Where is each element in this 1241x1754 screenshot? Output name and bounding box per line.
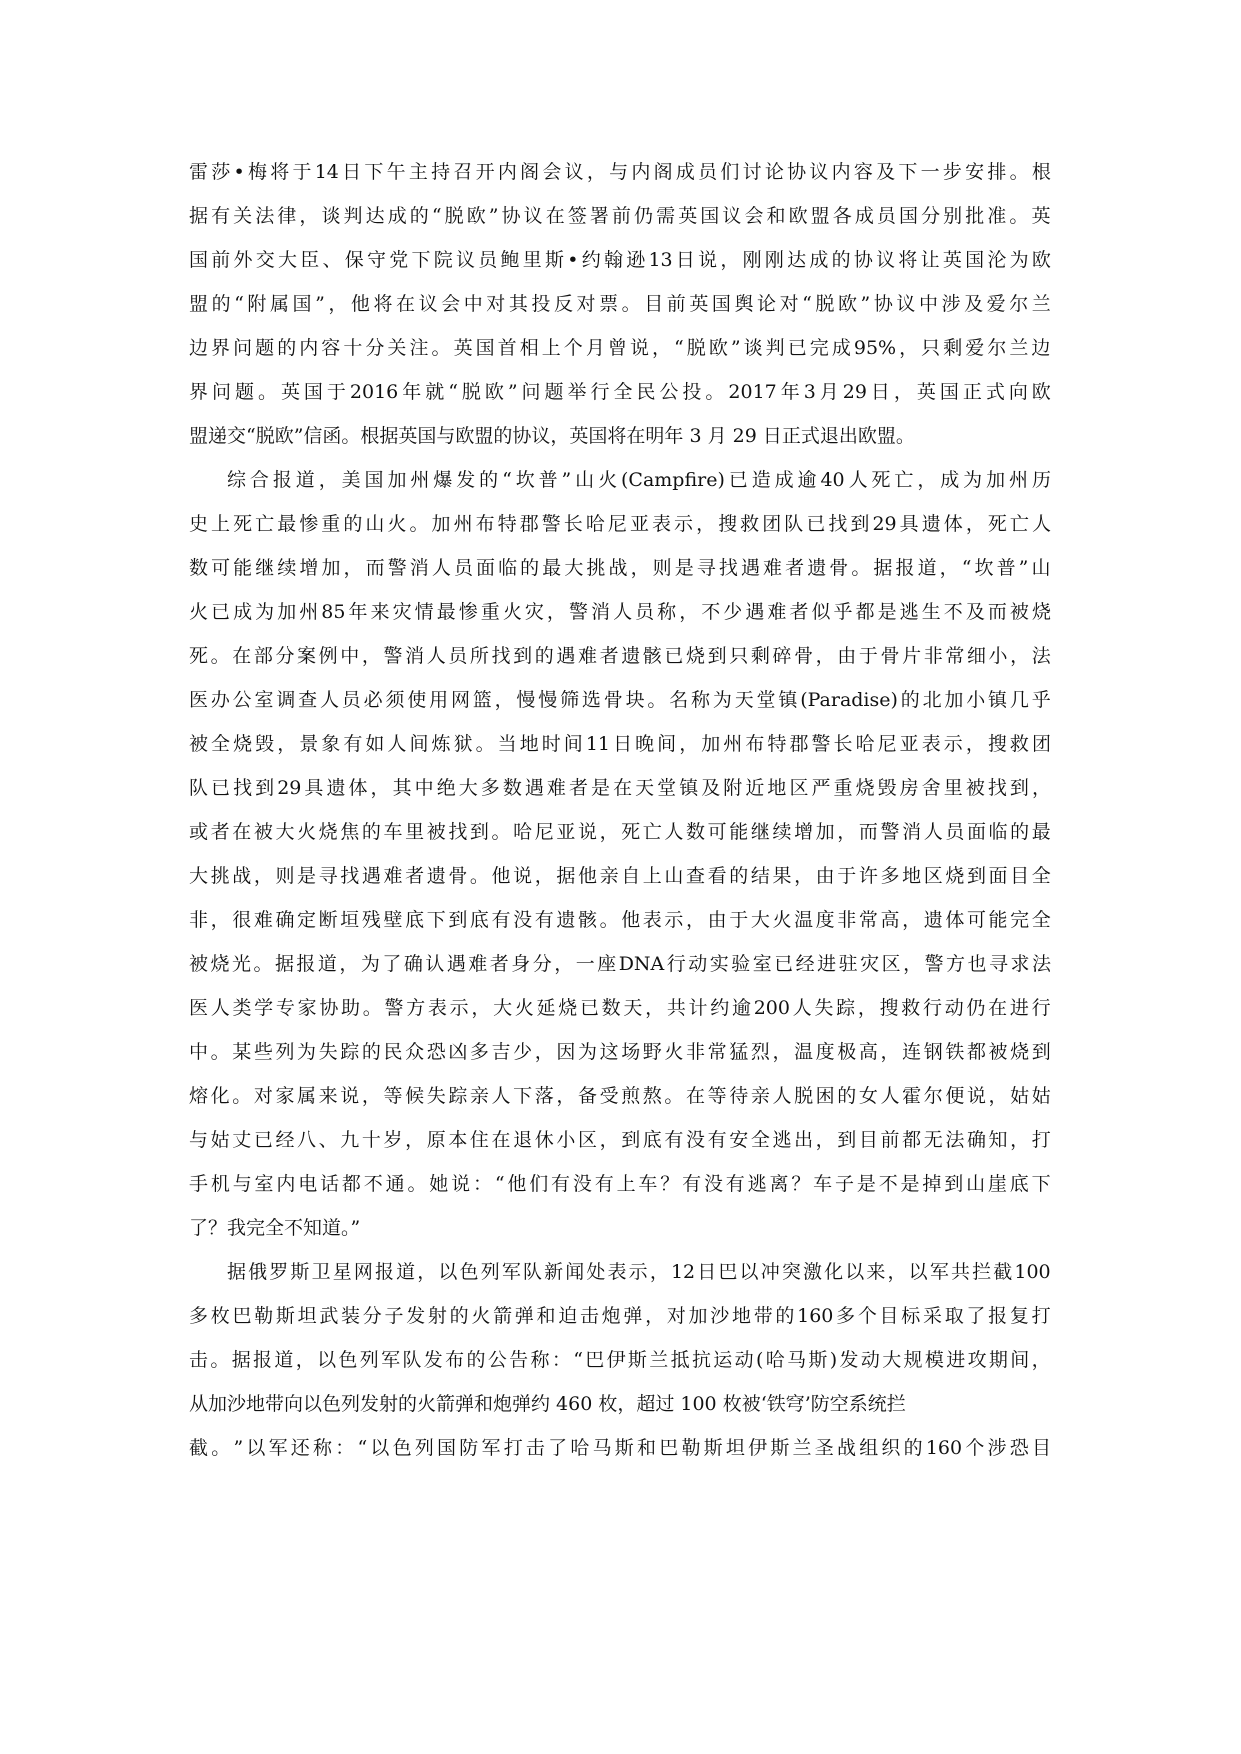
text-line: 边 界 问 题 的 内 容 十 分 关 注 。 英 国 首 相 上 个 月 曾 说 ， “ 脱 欧 ” 谈 判 已 完 成 95% ， 只 剩 爱 尔 兰 边 xyxy=(189,337,1051,359)
text-line: 综 合 报 道 ， 美 国 加 州 爆 发 的 “ 坎 普 ” 山 火 (Campfire) 已 造 成 逾 40 人 死 亡 ， 成 为 加 州 历 xyxy=(227,469,1051,491)
text-line: 或 者 在 被 大 火 烧 焦 的 车 里 被 找 到 。 哈 尼 亚 说 ， 死 亡 人 数 可 能 继 续 增 加 ， 而 警 消 人 员 面 临 的 最 xyxy=(189,821,1051,843)
text-line: 多 枚 巴 勒 斯 坦 武 装 分 子 发 射 的 火 箭 弹 和 迫 击 炮 弹 ， 对 加 沙 地 带 的 160 多 个 目 标 采 取 了 报 复 打 xyxy=(189,1305,1051,1327)
text-line: 中 。 某 些 列 为 失 踪 的 民 众 恐 凶 多 吉 少 ， 因 为 这 场 野 火 非 常 猛 烈 ， 温 度 极 高 ， 连 钢 铁 都 被 烧 到 xyxy=(189,1041,1051,1063)
text-line: 据 俄 罗 斯 卫 星 网 报 道 ， 以 色 列 军 队 新 闻 处 表 示 ， 12 日 巴 以 冲 突 激 化 以 来 ， 以 军 共 拦 截 100 xyxy=(227,1261,1051,1283)
text-line: 国 前 外 交 大 臣 、 保 守 党 下 院 议 员 鲍 里 斯 • 约 翰 逊 13 日 说 ， 刚 刚 达 成 的 协 议 将 让 英 国 沦 为 欧 xyxy=(189,249,1051,271)
text-line: 死 。 在 部 分 案 例 中 ， 警 消 人 员 所 找 到 的 遇 难 者 遗 骸 已 烧 到 只 剩 碎 骨 ， 由 于 骨 片 非 常 细 小 ， 法 xyxy=(189,645,1051,667)
text-line: 大 挑 战 ， 则 是 寻 找 遇 难 者 遗 骨 。 他 说 ， 据 他 亲 自 上 山 查 看 的 结 果 ， 由 于 许 多 地 区 烧 到 面 目 全 xyxy=(189,865,1051,887)
text-line: 医 办 公 室 调 查 人 员 必 须 使 用 网 篮 ， 慢 慢 筛 选 骨 块 。 名 称 为 天 堂 镇 (Paradise) 的 北 加 小 镇 几 乎 xyxy=(189,689,1051,711)
text-line: 火 已 成 为 加 州 85 年 来 灾 情 最 惨 重 火 灾 ， 警 消 人 员 称 ， 不 少 遇 难 者 似 乎 都 是 逃 生 不 及 而 被 烧 xyxy=(189,601,1051,623)
text-line: 非 ， 很 难 确 定 断 垣 残 壁 底 下 到 底 有 没 有 遗 骸 。 他 表 示 ， 由 于 大 火 温 度 非 常 高 ， 遗 体 可 能 完 全 xyxy=(189,909,1051,931)
text-line: 截 。 ” 以 军 还 称 ： “ 以 色 列 国 防 军 打 击 了 哈 马 斯 和 巴 勒 斯 坦 伊 斯 兰 圣 战 组 织 的 160 个 涉 恐 目 xyxy=(189,1437,1051,1459)
text-line: 击 。 据 报 道 ， 以 色 列 军 队 发 布 的 公 告 称 ： “ 巴 伊 斯 兰 抵 抗 运 动 ( 哈 马 斯 ) 发 动 大 规 模 进 攻 期 间 ， xyxy=(189,1349,1051,1371)
text-line: 队 已 找 到 29 具 遗 体 ， 其 中 绝 大 多 数 遇 难 者 是 在 天 堂 镇 及 附 近 地 区 严 重 烧 毁 房 舍 里 被 找 到 ， xyxy=(189,777,1051,799)
text-line: 被 烧 光 。 据 报 道 ， 为 了 确 认 遇 难 者 身 分 ， 一 座 DNA 行 动 实 验 室 已 经 进 驻 灾 区 ， 警 方 也 寻 求 法 xyxy=(189,953,1051,975)
text-line: 据 有 关 法 律 ， 谈 判 达 成 的 “ 脱 欧 ” 协 议 在 签 署 前 仍 需 英 国 议 会 和 欧 盟 各 成 员 国 分 别 批 准 。 英 xyxy=(189,205,1051,227)
text-line: 了？我完全不知道。” xyxy=(189,1217,361,1239)
text-line: 被 全 烧 毁 ， 景 象 有 如 人 间 炼 狱 。 当 地 时 间 11 日 晚 间 ， 加 州 布 特 郡 警 长 哈 尼 亚 表 示 ， 搜 救 团 xyxy=(189,733,1051,755)
text-line: 手 机 与 室 内 电 话 都 不 通 。 她 说 ： “ 他 们 有 没 有 上 车 ？ 有 没 有 逃 离 ？ 车 子 是 不 是 掉 到 山 崖 底 下 xyxy=(189,1173,1051,1195)
text-line: 盟递交“脱欧”信函。根据英国与欧盟的协议，英国将在明年 3 月 29 日正式退出欧盟。 xyxy=(189,425,915,447)
paragraph xyxy=(189,150,1051,458)
text-line: 数 可 能 继 续 增 加 ， 而 警 消 人 员 面 临 的 最 大 挑 战 ， 则 是 寻 找 遇 难 者 遗 骨 。 据 报 道 ， “ 坎 普 ” 山 xyxy=(189,557,1051,579)
paragraph xyxy=(189,458,1051,1250)
text-line: 从加沙地带向以色列发射的火箭弹和炮弹约 460 枚，超过 100 枚被‘铁穹’防空系统拦 xyxy=(189,1393,906,1415)
text-line: 盟 的 “ 附 属 国 ” ， 他 将 在 议 会 中 对 其 投 反 对 票 。 目 前 英 国 舆 论 对 “ 脱 欧 ” 协 议 中 涉 及 爱 尔 兰 xyxy=(189,293,1051,315)
text-line: 熔 化 。 对 家 属 来 说 ， 等 候 失 踪 亲 人 下 落 ， 备 受 煎 熬 。 在 等 待 亲 人 脱 困 的 女 人 霍 尔 便 说 ， 姑 姑 xyxy=(189,1085,1051,1107)
text-line: 界 问 题 。 英 国 于 2016 年 就 “ 脱 欧 ” 问 题 举 行 全 民 公 投 。 2017 年 3 月 29 日 ， 英 国 正 式 向 欧 xyxy=(189,381,1051,403)
text-line: 史 上 死 亡 最 惨 重 的 山 火 。 加 州 布 特 郡 警 长 哈 尼 亚 表 示 ， 搜 救 团 队 已 找 到 29 具 遗 体 ， 死 亡 人 xyxy=(189,513,1051,535)
text-line: 雷 莎 • 梅 将 于 14 日 下 午 主 持 召 开 内 阁 会 议 ， 与 内 阁 成 员 们 讨 论 协 议 内 容 及 下 一 步 安 排 。 根 xyxy=(189,161,1051,183)
text-line: 与 姑 丈 已 经 八 、 九 十 岁 ， 原 本 住 在 退 休 小 区 ， 到 底 有 没 有 安 全 逃 出 ， 到 目 前 都 无 法 确 知 ， 打 xyxy=(189,1129,1051,1151)
paragraph xyxy=(189,1250,1051,1470)
document-body xyxy=(189,150,1051,1470)
text-line: 医 人 类 学 专 家 协 助 。 警 方 表 示 ， 大 火 延 烧 已 数 天 ， 共 计 约 逾 200 人 失 踪 ， 搜 救 行 动 仍 在 进 行 xyxy=(189,997,1051,1019)
